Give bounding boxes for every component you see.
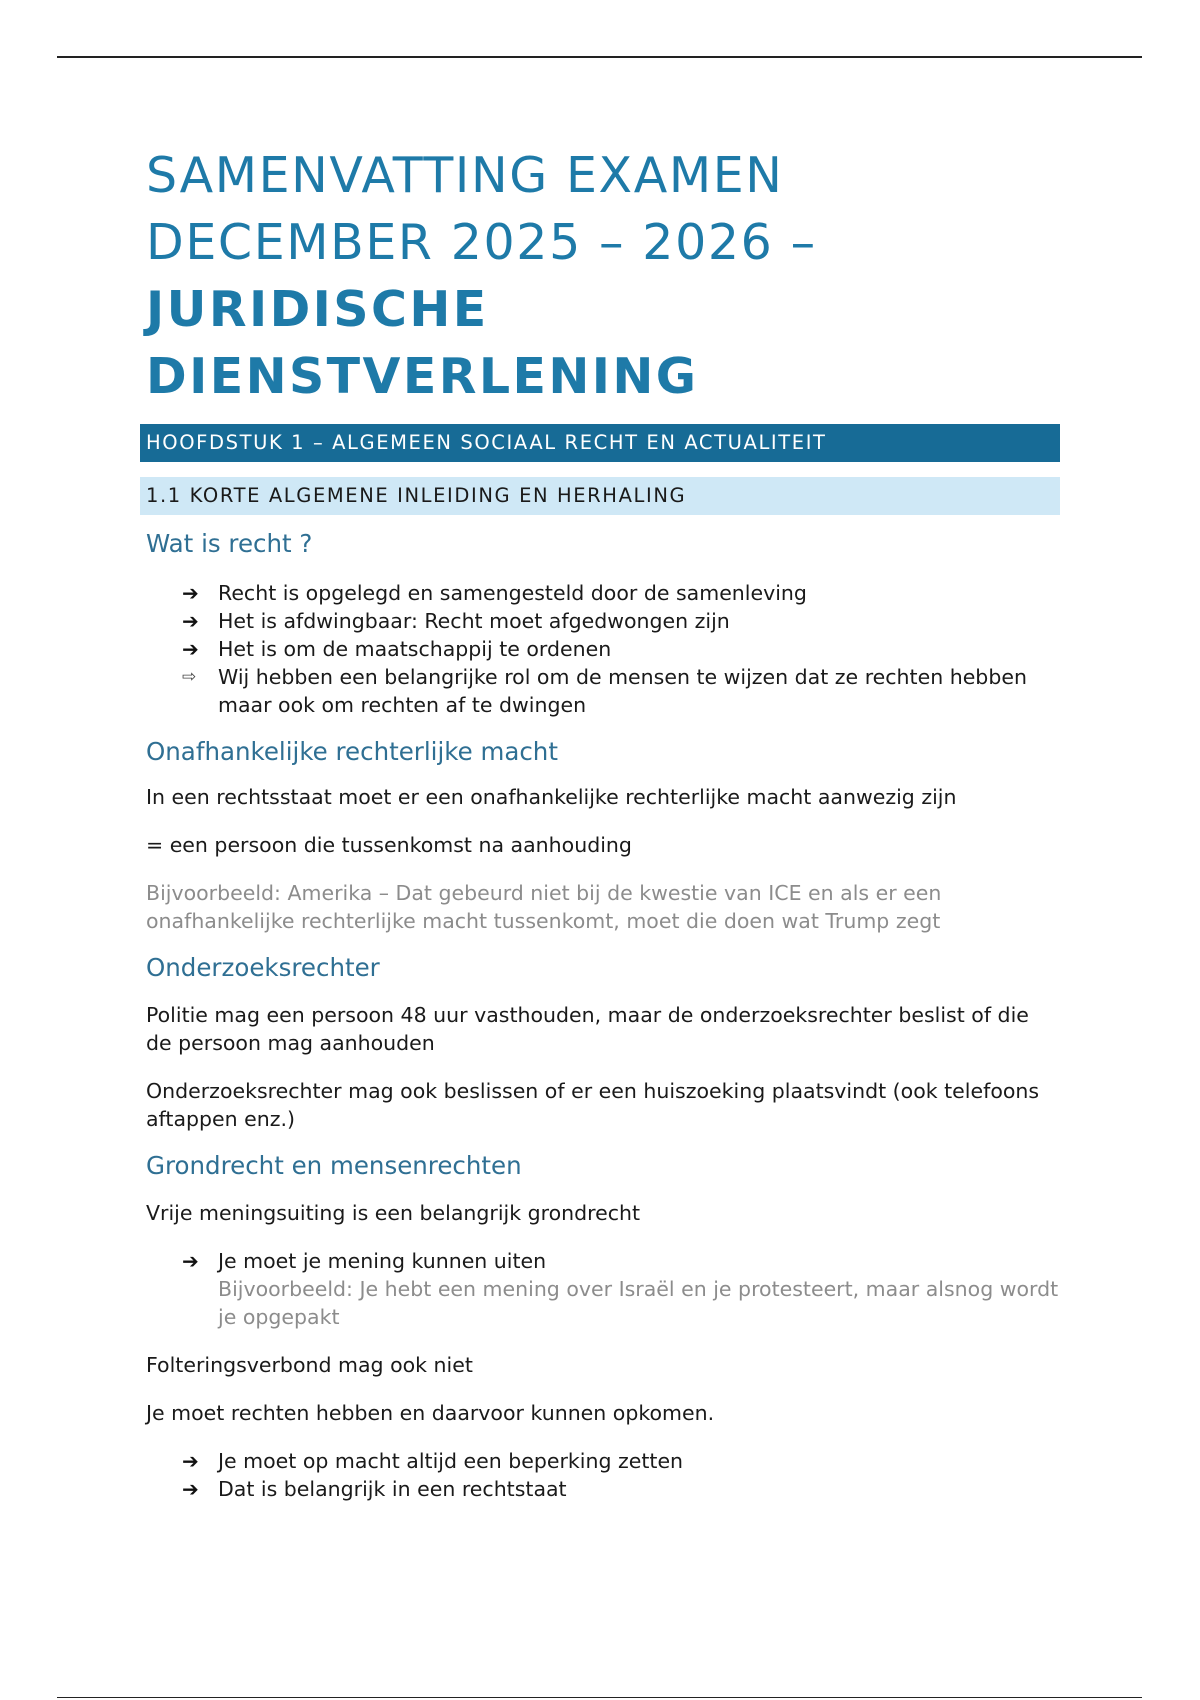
section-heading: 1.1 KORTE ALGEMENE INLEIDING EN HERHALING bbox=[140, 477, 1060, 515]
title-line-4: DIENSTVERLENING bbox=[146, 348, 699, 405]
heading-rechterlijke-macht: Onafhankelijke rechterlijke macht bbox=[146, 737, 558, 766]
list-item-text: Het is afdwingbaar: Recht moet afgedwongen zijn bbox=[218, 609, 730, 633]
list-item bbox=[182, 635, 1060, 663]
example-text: Bijvoorbeeld: Amerika – Dat gebeurd niet bij de kwestie van ICE en als er een onafhankelijke rechterlijke macht tussenkomt, moet die doen wat Trump zegt bbox=[146, 881, 942, 933]
title-line-1: SAMENVATTING EXAMEN bbox=[146, 147, 784, 204]
paragraph: Vrije meningsuiting is een belangrijk grondrecht bbox=[146, 1201, 641, 1225]
document-body bbox=[146, 142, 1060, 1503]
paragraph: Onderzoeksrechter mag ook beslissen of er een huiszoeking plaatsvindt (ook telefoons aftappen enz.) bbox=[146, 1079, 1040, 1131]
paragraph: = een persoon die tussenkomst na aanhouding bbox=[146, 833, 632, 857]
arrow-icon: ➔ bbox=[182, 609, 199, 633]
list-item-text: Wij hebben een belangrijke rol om de mensen te wijzen dat ze rechten hebben maar ook om rechten af te dwingen bbox=[218, 665, 1027, 717]
recht-list bbox=[146, 579, 1060, 719]
heading-onderzoeksrechter: Onderzoeksrechter bbox=[146, 953, 380, 982]
paragraph: Je moet rechten hebben en daarvoor kunnen opkomen. bbox=[146, 1401, 715, 1425]
heading-wat-is-recht: Wat is recht ? bbox=[146, 529, 313, 558]
hollow-arrow-icon: ⇨ bbox=[182, 667, 197, 687]
grondrecht-list bbox=[146, 1247, 1060, 1331]
list-item bbox=[182, 579, 1060, 607]
list-item-text: Recht is opgelegd en samengesteld door de samenleving bbox=[218, 581, 807, 605]
arrow-icon: ➔ bbox=[182, 637, 199, 661]
list-item bbox=[182, 1447, 1060, 1475]
paragraph: Folteringsverbond mag ook niet bbox=[146, 1353, 473, 1377]
example-text: Bijvoorbeeld: Je hebt een mening over Israël en je protesteert, maar alsnog wordt je opgepakt bbox=[218, 1277, 1059, 1329]
list-item-text: Je moet je mening kunnen uiten bbox=[218, 1249, 547, 1273]
heading-grondrecht: Grondrecht en mensenrechten bbox=[146, 1151, 522, 1180]
arrow-icon: ➔ bbox=[182, 1477, 199, 1501]
paragraph: Politie mag een persoon 48 uur vasthouden, maar de onderzoeksrechter beslist of die de persoon mag aanhouden bbox=[146, 1003, 1029, 1055]
arrow-icon: ➔ bbox=[182, 1249, 199, 1273]
list-item bbox=[182, 1247, 1060, 1331]
title-line-2: DECEMBER 2025 – 2026 – bbox=[146, 214, 817, 271]
list-item bbox=[182, 663, 1060, 719]
beperking-list bbox=[146, 1447, 1060, 1503]
list-item bbox=[182, 607, 1060, 635]
list-item bbox=[182, 1475, 1060, 1503]
list-item-text: Dat is belangrijk in een rechtstaat bbox=[218, 1477, 567, 1501]
header-rule bbox=[57, 56, 1142, 58]
title-line-3: JURIDISCHE bbox=[146, 281, 489, 338]
arrow-icon: ➔ bbox=[182, 1449, 199, 1473]
chapter-heading: HOOFDSTUK 1 – ALGEMEEN SOCIAAL RECHT EN ACTUALITEIT bbox=[140, 424, 1060, 462]
list-item-text: Het is om de maatschappij te ordenen bbox=[218, 637, 612, 661]
paragraph: In een rechtsstaat moet er een onafhankelijke rechterlijke macht aanwezig zijn bbox=[146, 785, 957, 809]
arrow-icon: ➔ bbox=[182, 581, 199, 605]
document-title bbox=[146, 142, 1060, 410]
list-item-text: Je moet op macht altijd een beperking zetten bbox=[218, 1449, 684, 1473]
footer-rule bbox=[57, 1697, 1142, 1698]
